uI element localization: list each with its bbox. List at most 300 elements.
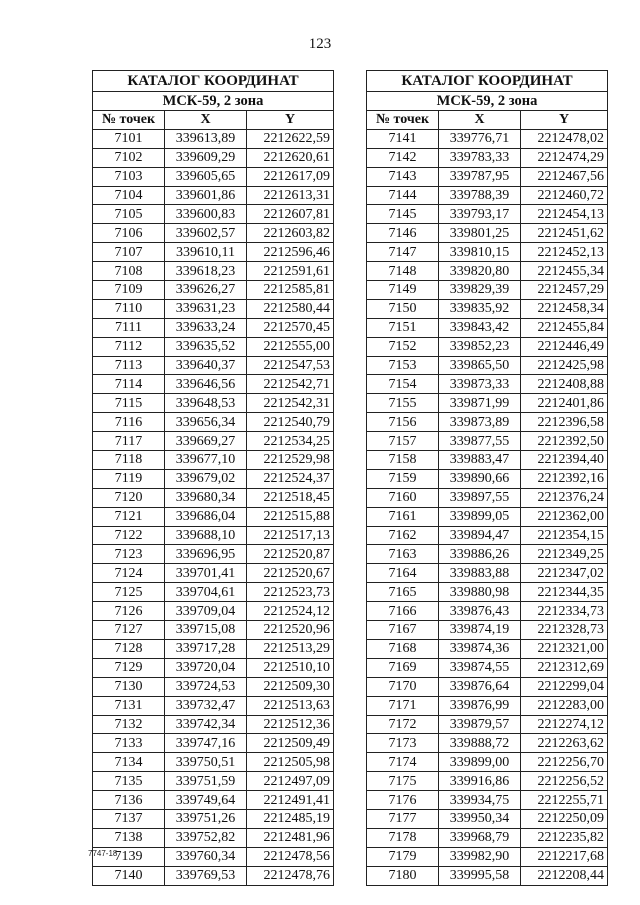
cell-y: 2212408,88 — [521, 375, 608, 394]
cell-y: 2212396,58 — [521, 413, 608, 432]
cell-point-number: 7106 — [93, 224, 165, 243]
cell-point-number: 7132 — [93, 715, 165, 734]
cell-point-number: 7143 — [367, 167, 439, 186]
cell-x: 339631,23 — [165, 299, 247, 318]
cell-y: 2212349,25 — [521, 545, 608, 564]
cell-x: 339899,00 — [439, 753, 521, 772]
cell-point-number: 7159 — [367, 469, 439, 488]
cell-y: 2212446,49 — [521, 337, 608, 356]
cell-y: 2212517,13 — [247, 526, 334, 545]
cell-y: 2212513,63 — [247, 696, 334, 715]
cell-y: 2212256,52 — [521, 772, 608, 791]
table-row — [93, 205, 334, 224]
cell-x: 339788,39 — [439, 186, 521, 205]
table-row — [367, 621, 608, 640]
table-row — [367, 602, 608, 621]
cell-y: 2212529,98 — [247, 451, 334, 470]
table-row — [367, 451, 608, 470]
table-row — [93, 432, 334, 451]
cell-point-number: 7171 — [367, 696, 439, 715]
cell-x: 339749,64 — [165, 791, 247, 810]
cell-point-number: 7110 — [93, 299, 165, 318]
table-row — [93, 507, 334, 526]
coordinate-catalog-left — [92, 70, 334, 886]
table-row — [367, 753, 608, 772]
cell-x: 339865,50 — [439, 356, 521, 375]
cell-x: 339696,95 — [165, 545, 247, 564]
table-row — [367, 507, 608, 526]
table-row — [93, 148, 334, 167]
cell-y: 2212509,49 — [247, 734, 334, 753]
cell-x: 339982,90 — [439, 847, 521, 866]
table-row — [93, 281, 334, 300]
catalog-zone: МСК-59, 2 зона — [367, 92, 608, 111]
cell-y: 2212299,04 — [521, 677, 608, 696]
table-row — [93, 262, 334, 281]
cell-y: 2212250,09 — [521, 809, 608, 828]
table-row — [367, 224, 608, 243]
table-row — [367, 432, 608, 451]
table-row — [367, 167, 608, 186]
cell-y: 2212570,45 — [247, 318, 334, 337]
cell-x: 339646,56 — [165, 375, 247, 394]
cell-point-number: 7109 — [93, 281, 165, 300]
cell-x: 339874,55 — [439, 658, 521, 677]
cell-y: 2212208,44 — [521, 866, 608, 885]
cell-x: 339874,36 — [439, 639, 521, 658]
cell-point-number: 7148 — [367, 262, 439, 281]
table-row — [93, 696, 334, 715]
cell-x: 339876,99 — [439, 696, 521, 715]
cell-x: 339742,34 — [165, 715, 247, 734]
cell-y: 2212217,68 — [521, 847, 608, 866]
table-row — [367, 243, 608, 262]
table-row — [93, 318, 334, 337]
table-row — [93, 243, 334, 262]
cell-y: 2212491,41 — [247, 791, 334, 810]
table-row — [367, 129, 608, 148]
cell-y: 2212485,19 — [247, 809, 334, 828]
table-row — [93, 583, 334, 602]
cell-point-number: 7163 — [367, 545, 439, 564]
cell-y: 2212362,00 — [521, 507, 608, 526]
table-row — [367, 564, 608, 583]
cell-point-number: 7104 — [93, 186, 165, 205]
catalog-title: КАТАЛОГ КООРДИНАТ — [367, 71, 608, 92]
table-row — [93, 564, 334, 583]
cell-y: 2212328,73 — [521, 621, 608, 640]
table-row — [93, 545, 334, 564]
table-row — [367, 583, 608, 602]
cell-x: 339873,89 — [439, 413, 521, 432]
table-row — [367, 809, 608, 828]
table-row — [367, 639, 608, 658]
table-row — [93, 715, 334, 734]
cell-point-number: 7136 — [93, 791, 165, 810]
cell-x: 339876,43 — [439, 602, 521, 621]
cell-y: 2212283,00 — [521, 696, 608, 715]
table-body — [93, 129, 334, 885]
cell-y: 2212452,13 — [521, 243, 608, 262]
cell-point-number: 7172 — [367, 715, 439, 734]
table-row — [367, 715, 608, 734]
cell-x: 339601,86 — [165, 186, 247, 205]
cell-point-number: 7140 — [93, 866, 165, 885]
cell-y: 2212478,76 — [247, 866, 334, 885]
cell-point-number: 7145 — [367, 205, 439, 224]
cell-x: 339871,99 — [439, 394, 521, 413]
cell-y: 2212497,09 — [247, 772, 334, 791]
cell-point-number: 7115 — [93, 394, 165, 413]
cell-point-number: 7111 — [93, 318, 165, 337]
cell-y: 2212505,98 — [247, 753, 334, 772]
table-row — [93, 791, 334, 810]
table-row — [93, 337, 334, 356]
cell-point-number: 7144 — [367, 186, 439, 205]
cell-point-number: 7149 — [367, 281, 439, 300]
table-row — [367, 545, 608, 564]
table-row — [93, 186, 334, 205]
coordinate-catalog-right — [366, 70, 608, 886]
table-row — [367, 205, 608, 224]
table-row — [93, 639, 334, 658]
cell-x: 339635,52 — [165, 337, 247, 356]
cell-x: 339950,34 — [439, 809, 521, 828]
column-header-y: Y — [247, 111, 334, 130]
column-header-x: X — [165, 111, 247, 130]
cell-x: 339747,16 — [165, 734, 247, 753]
cell-y: 2212555,00 — [247, 337, 334, 356]
table-row — [93, 772, 334, 791]
cell-y: 2212394,40 — [521, 451, 608, 470]
cell-y: 2212520,87 — [247, 545, 334, 564]
table-row — [93, 299, 334, 318]
cell-x: 339610,11 — [165, 243, 247, 262]
table-row — [93, 677, 334, 696]
cell-y: 2212255,71 — [521, 791, 608, 810]
cell-y: 2212534,25 — [247, 432, 334, 451]
cell-x: 339899,05 — [439, 507, 521, 526]
cell-y: 2212607,81 — [247, 205, 334, 224]
cell-x: 339751,26 — [165, 809, 247, 828]
cell-point-number: 7173 — [367, 734, 439, 753]
cell-y: 2212523,73 — [247, 583, 334, 602]
cell-point-number: 7155 — [367, 394, 439, 413]
table-row — [93, 828, 334, 847]
table-row — [367, 772, 608, 791]
cell-y: 2212376,24 — [521, 488, 608, 507]
cell-point-number: 7147 — [367, 243, 439, 262]
cell-point-number: 7158 — [367, 451, 439, 470]
cell-y: 2212524,12 — [247, 602, 334, 621]
cell-y: 2212467,56 — [521, 167, 608, 186]
cell-point-number: 7138 — [93, 828, 165, 847]
table-row — [367, 262, 608, 281]
table-row — [93, 621, 334, 640]
cell-y: 2212520,67 — [247, 564, 334, 583]
table-row — [367, 375, 608, 394]
cell-y: 2212274,12 — [521, 715, 608, 734]
table-row — [93, 394, 334, 413]
table-row — [93, 809, 334, 828]
table-row — [367, 148, 608, 167]
cell-x: 339995,58 — [439, 866, 521, 885]
cell-x: 339879,57 — [439, 715, 521, 734]
cell-point-number: 7135 — [93, 772, 165, 791]
table-row — [367, 866, 608, 885]
cell-y: 2212354,15 — [521, 526, 608, 545]
cell-point-number: 7152 — [367, 337, 439, 356]
table-row — [93, 847, 334, 866]
cell-point-number: 7131 — [93, 696, 165, 715]
cell-point-number: 7177 — [367, 809, 439, 828]
cell-point-number: 7113 — [93, 356, 165, 375]
table-row — [367, 696, 608, 715]
table-row — [367, 526, 608, 545]
cell-x: 339934,75 — [439, 791, 521, 810]
cell-y: 2212312,69 — [521, 658, 608, 677]
cell-y: 2212454,13 — [521, 205, 608, 224]
cell-point-number: 7102 — [93, 148, 165, 167]
cell-point-number: 7117 — [93, 432, 165, 451]
cell-y: 2212455,84 — [521, 318, 608, 337]
cell-point-number: 7165 — [367, 583, 439, 602]
cell-x: 339715,08 — [165, 621, 247, 640]
cell-y: 2212509,30 — [247, 677, 334, 696]
cell-y: 2212591,61 — [247, 262, 334, 281]
table-row — [93, 866, 334, 885]
column-header-y: Y — [521, 111, 608, 130]
cell-x: 339680,34 — [165, 488, 247, 507]
cell-point-number: 7166 — [367, 602, 439, 621]
column-header-point-number: № точек — [367, 111, 439, 130]
cell-x: 339724,53 — [165, 677, 247, 696]
cell-point-number: 7121 — [93, 507, 165, 526]
cell-x: 339750,51 — [165, 753, 247, 772]
table-row — [367, 299, 608, 318]
table-row — [367, 847, 608, 866]
cell-point-number: 7114 — [93, 375, 165, 394]
document-code: 7747-18 — [88, 849, 118, 858]
column-header-x: X — [439, 111, 521, 130]
cell-point-number: 7146 — [367, 224, 439, 243]
cell-x: 339897,55 — [439, 488, 521, 507]
cell-point-number: 7103 — [93, 167, 165, 186]
cell-x: 339605,65 — [165, 167, 247, 186]
cell-y: 2212347,02 — [521, 564, 608, 583]
cell-y: 2212622,59 — [247, 129, 334, 148]
table-row — [367, 394, 608, 413]
cell-x: 339704,61 — [165, 583, 247, 602]
cell-x: 339656,34 — [165, 413, 247, 432]
cell-y: 2212515,88 — [247, 507, 334, 526]
cell-x: 339968,79 — [439, 828, 521, 847]
table-row — [367, 281, 608, 300]
cell-x: 339600,83 — [165, 205, 247, 224]
cell-point-number: 7164 — [367, 564, 439, 583]
table-row — [367, 791, 608, 810]
cell-point-number: 7174 — [367, 753, 439, 772]
cell-x: 339618,23 — [165, 262, 247, 281]
cell-point-number: 7178 — [367, 828, 439, 847]
cell-x: 339679,02 — [165, 469, 247, 488]
cell-x: 339602,57 — [165, 224, 247, 243]
cell-x: 339688,10 — [165, 526, 247, 545]
cell-y: 2212263,62 — [521, 734, 608, 753]
cell-point-number: 7161 — [367, 507, 439, 526]
cell-point-number: 7156 — [367, 413, 439, 432]
cell-x: 339883,88 — [439, 564, 521, 583]
catalog-title: КАТАЛОГ КООРДИНАТ — [93, 71, 334, 92]
cell-x: 339709,04 — [165, 602, 247, 621]
cell-x: 339880,98 — [439, 583, 521, 602]
cell-x: 339686,04 — [165, 507, 247, 526]
cell-y: 2212542,31 — [247, 394, 334, 413]
cell-point-number: 7119 — [93, 469, 165, 488]
cell-x: 339820,80 — [439, 262, 521, 281]
cell-point-number: 7116 — [93, 413, 165, 432]
cell-y: 2212620,61 — [247, 148, 334, 167]
cell-x: 339752,82 — [165, 828, 247, 847]
cell-point-number: 7108 — [93, 262, 165, 281]
cell-point-number: 7129 — [93, 658, 165, 677]
cell-point-number: 7127 — [93, 621, 165, 640]
cell-point-number: 7130 — [93, 677, 165, 696]
cell-point-number: 7105 — [93, 205, 165, 224]
cell-point-number: 7133 — [93, 734, 165, 753]
table-row — [367, 469, 608, 488]
table-row — [93, 413, 334, 432]
cell-x: 339810,15 — [439, 243, 521, 262]
cell-x: 339877,55 — [439, 432, 521, 451]
cell-point-number: 7162 — [367, 526, 439, 545]
cell-x: 339751,59 — [165, 772, 247, 791]
table-row — [367, 658, 608, 677]
cell-point-number: 7139 — [93, 847, 165, 866]
cell-x: 339876,64 — [439, 677, 521, 696]
cell-point-number: 7107 — [93, 243, 165, 262]
cell-point-number: 7153 — [367, 356, 439, 375]
cell-x: 339793,17 — [439, 205, 521, 224]
table-row — [93, 753, 334, 772]
cell-y: 2212547,53 — [247, 356, 334, 375]
cell-y: 2212474,29 — [521, 148, 608, 167]
cell-y: 2212458,34 — [521, 299, 608, 318]
cell-x: 339874,19 — [439, 621, 521, 640]
cell-y: 2212235,82 — [521, 828, 608, 847]
cell-point-number: 7168 — [367, 639, 439, 658]
cell-point-number: 7118 — [93, 451, 165, 470]
cell-y: 2212344,35 — [521, 583, 608, 602]
cell-y: 2212334,73 — [521, 602, 608, 621]
cell-y: 2212392,50 — [521, 432, 608, 451]
table-row — [93, 129, 334, 148]
cell-point-number: 7154 — [367, 375, 439, 394]
cell-y: 2212585,81 — [247, 281, 334, 300]
cell-x: 339829,39 — [439, 281, 521, 300]
table-row — [93, 658, 334, 677]
cell-x: 339852,23 — [439, 337, 521, 356]
table-row — [367, 734, 608, 753]
table-row — [367, 318, 608, 337]
cell-y: 2212455,34 — [521, 262, 608, 281]
cell-point-number: 7141 — [367, 129, 439, 148]
cell-point-number: 7134 — [93, 753, 165, 772]
cell-point-number: 7123 — [93, 545, 165, 564]
cell-x: 339916,86 — [439, 772, 521, 791]
cell-point-number: 7179 — [367, 847, 439, 866]
cell-x: 339640,37 — [165, 356, 247, 375]
cell-x: 339787,95 — [439, 167, 521, 186]
cell-x: 339717,28 — [165, 639, 247, 658]
cell-y: 2212478,02 — [521, 129, 608, 148]
cell-point-number: 7150 — [367, 299, 439, 318]
cell-y: 2212392,16 — [521, 469, 608, 488]
cell-point-number: 7167 — [367, 621, 439, 640]
cell-x: 339701,41 — [165, 564, 247, 583]
cell-x: 339776,71 — [439, 129, 521, 148]
cell-point-number: 7169 — [367, 658, 439, 677]
cell-y: 2212481,96 — [247, 828, 334, 847]
cell-point-number: 7157 — [367, 432, 439, 451]
table-row — [93, 526, 334, 545]
cell-y: 2212617,09 — [247, 167, 334, 186]
cell-x: 339843,42 — [439, 318, 521, 337]
table-body — [367, 129, 608, 885]
cell-point-number: 7101 — [93, 129, 165, 148]
cell-point-number: 7120 — [93, 488, 165, 507]
cell-x: 339894,47 — [439, 526, 521, 545]
cell-y: 2212512,36 — [247, 715, 334, 734]
cell-point-number: 7142 — [367, 148, 439, 167]
cell-x: 339801,25 — [439, 224, 521, 243]
table-row — [367, 488, 608, 507]
table-row — [367, 828, 608, 847]
cell-x: 339720,04 — [165, 658, 247, 677]
cell-point-number: 7126 — [93, 602, 165, 621]
cell-x: 339888,72 — [439, 734, 521, 753]
cell-x: 339890,66 — [439, 469, 521, 488]
table-row — [93, 734, 334, 753]
table-row — [93, 488, 334, 507]
cell-y: 2212613,31 — [247, 186, 334, 205]
cell-x: 339626,27 — [165, 281, 247, 300]
cell-y: 2212518,45 — [247, 488, 334, 507]
cell-point-number: 7137 — [93, 809, 165, 828]
table-row — [367, 677, 608, 696]
table-row — [367, 337, 608, 356]
cell-y: 2212321,00 — [521, 639, 608, 658]
catalog-zone: МСК-59, 2 зона — [93, 92, 334, 111]
cell-x: 339835,92 — [439, 299, 521, 318]
cell-point-number: 7125 — [93, 583, 165, 602]
cell-y: 2212542,71 — [247, 375, 334, 394]
cell-y: 2212460,72 — [521, 186, 608, 205]
cell-point-number: 7180 — [367, 866, 439, 885]
table-row — [367, 413, 608, 432]
cell-y: 2212580,44 — [247, 299, 334, 318]
cell-y: 2212520,96 — [247, 621, 334, 640]
column-header-point-number: № точек — [93, 111, 165, 130]
cell-y: 2212457,29 — [521, 281, 608, 300]
table-row — [93, 375, 334, 394]
cell-point-number: 7124 — [93, 564, 165, 583]
cell-point-number: 7151 — [367, 318, 439, 337]
cell-x: 339769,53 — [165, 866, 247, 885]
cell-point-number: 7170 — [367, 677, 439, 696]
cell-x: 339669,27 — [165, 432, 247, 451]
cell-y: 2212256,70 — [521, 753, 608, 772]
